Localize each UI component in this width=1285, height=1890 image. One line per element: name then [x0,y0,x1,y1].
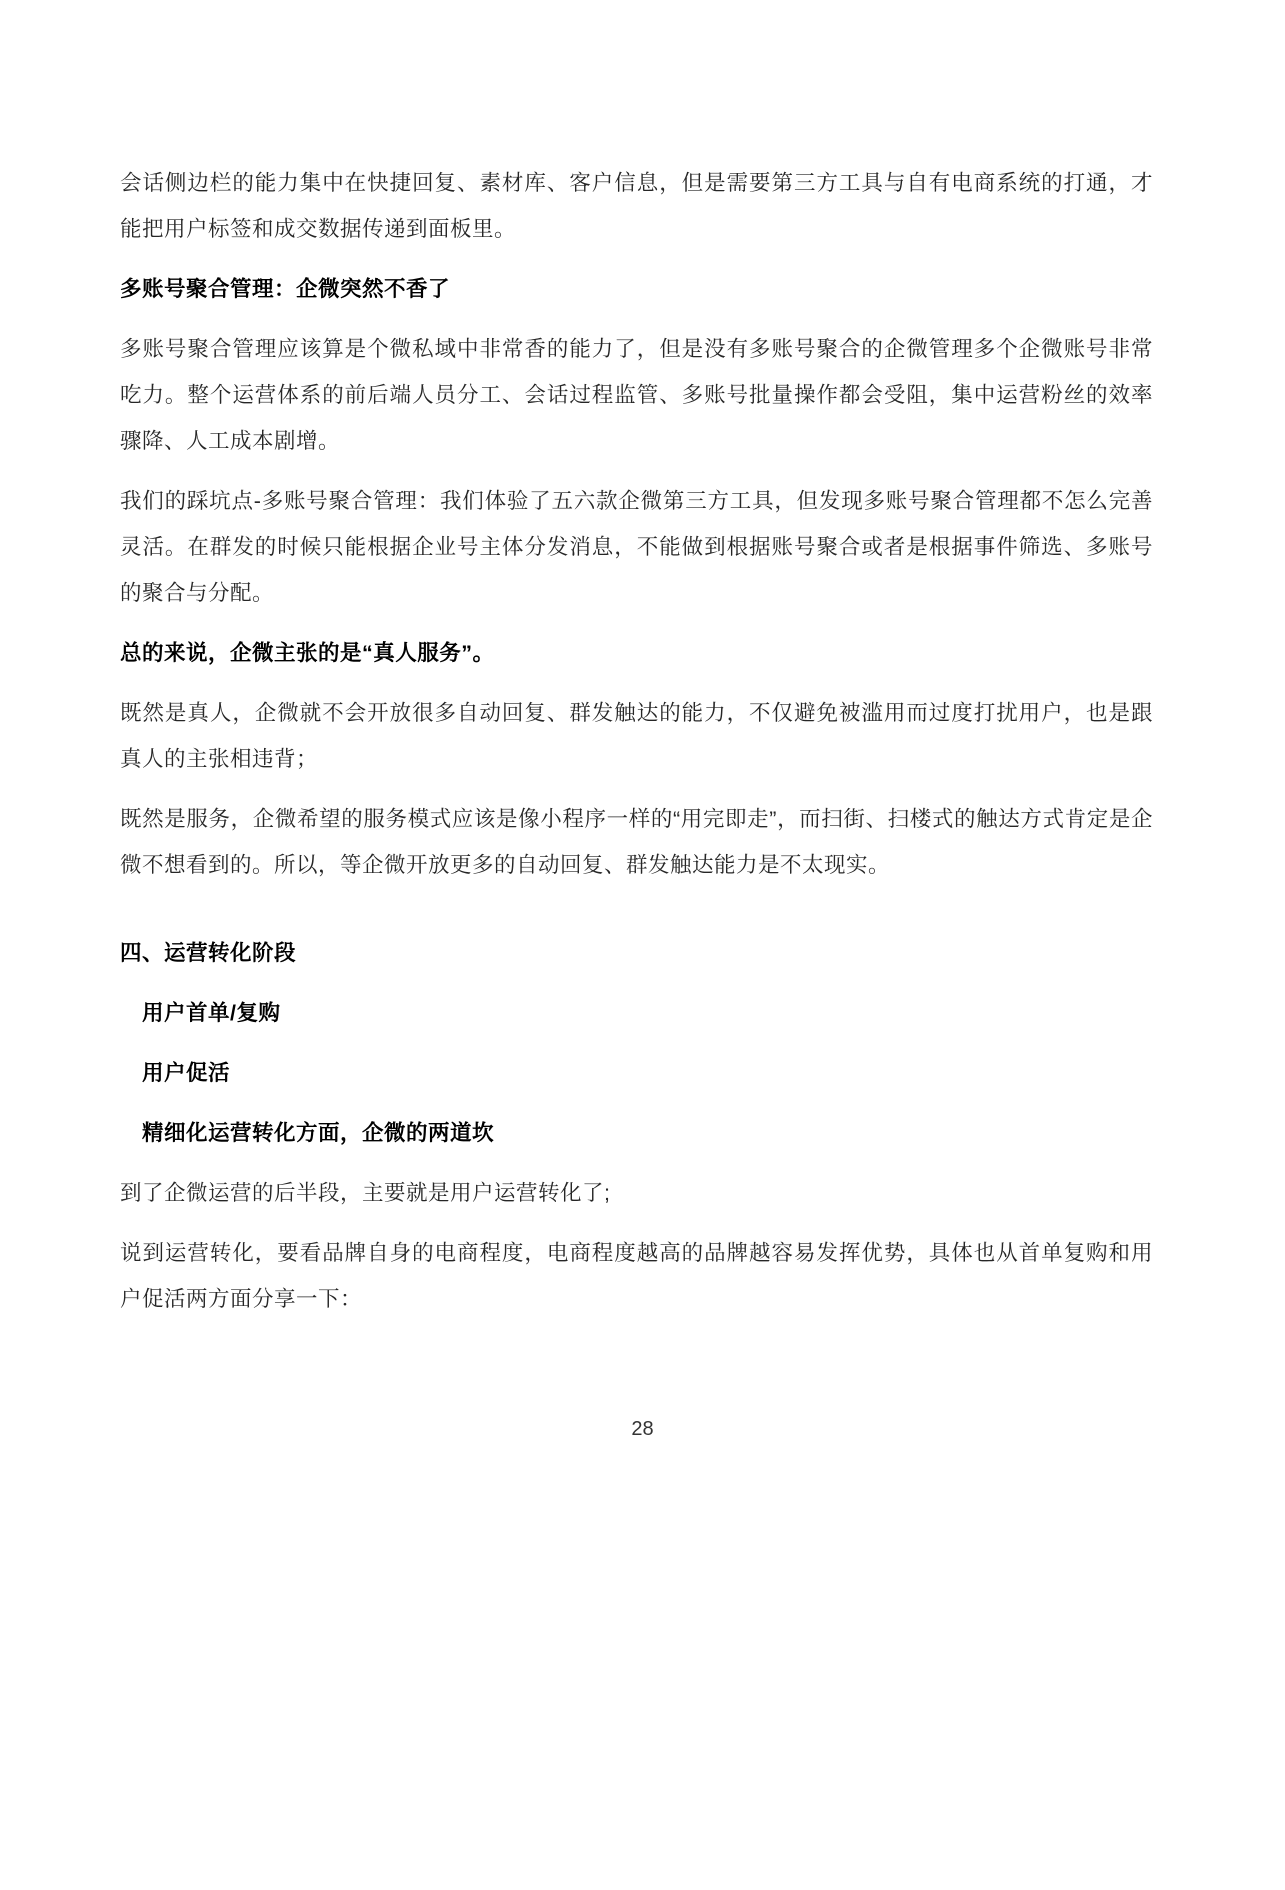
heading-real-person-service: 总的来说，企微主张的是“真人服务”。 [120,641,495,665]
paragraph-second-half-operation: 到了企微运营的后半段，主要就是用户运营转化了; [120,1181,611,1205]
paragraph-ecommerce-degree: 说到运营转化，要看品牌自身的电商程度，电商程度越高的品牌越容易发挥优势，具体也从首单复购和用户促活两方面分享一下： [120,1241,1153,1311]
paragraph-service-model: 既然是服务，企微希望的服务模式应该是像小程序一样的“用完即走”，而扫街、扫楼式的触达方式肯定是企微不想看到的。所以，等企微开放更多的自动回复、群发触达能力是不太现实。 [120,807,1153,877]
heading-section-four-operation-conversion: 四、运营转化阶段 [120,941,297,965]
paragraph-real-person: 既然是真人，企微就不会开放很多自动回复、群发触达的能力，不仅避免被滥用而过度打扰用户，也是跟真人的主张相违背； [120,701,1153,771]
subheading-first-order-repurchase: 用户首单/复购 [142,1001,281,1025]
subheading-refined-operation-two-hurdles: 精细化运营转化方面，企微的两道坎 [142,1121,495,1145]
paragraph-multi-account-detail: 多账号聚合管理应该算是个微私域中非常香的能力了，但是没有多账号聚合的企微管理多个企微账号非常吃力。整个运营体系的前后端人员分工、会话过程监管、多账号批量操作都会受阻，集中运营粉丝的效率骤降、人工成本剧增。 [120,337,1153,453]
paragraph-session-sidebar: 会话侧边栏的能力集中在快捷回复、素材库、客户信息，但是需要第三方工具与自有电商系统的打通，才能把用户标签和成交数据传递到面板里。 [120,171,1153,241]
paragraph-pitfall-multi-account: 我们的踩坑点-多账号聚合管理：我们体验了五六款企微第三方工具，但发现多账号聚合管理都不怎么完善灵活。在群发的时候只能根据企业号主体分发消息，不能做到根据账号聚合或者是根据事件筛选、多账号的聚合与分配。 [120,489,1153,605]
heading-multi-account-management: 多账号聚合管理：企微突然不香了 [120,277,451,301]
section-divider-space [120,902,1153,930]
subheading-user-activation: 用户促活 [142,1061,231,1085]
page-number: 28 [631,1418,654,1440]
